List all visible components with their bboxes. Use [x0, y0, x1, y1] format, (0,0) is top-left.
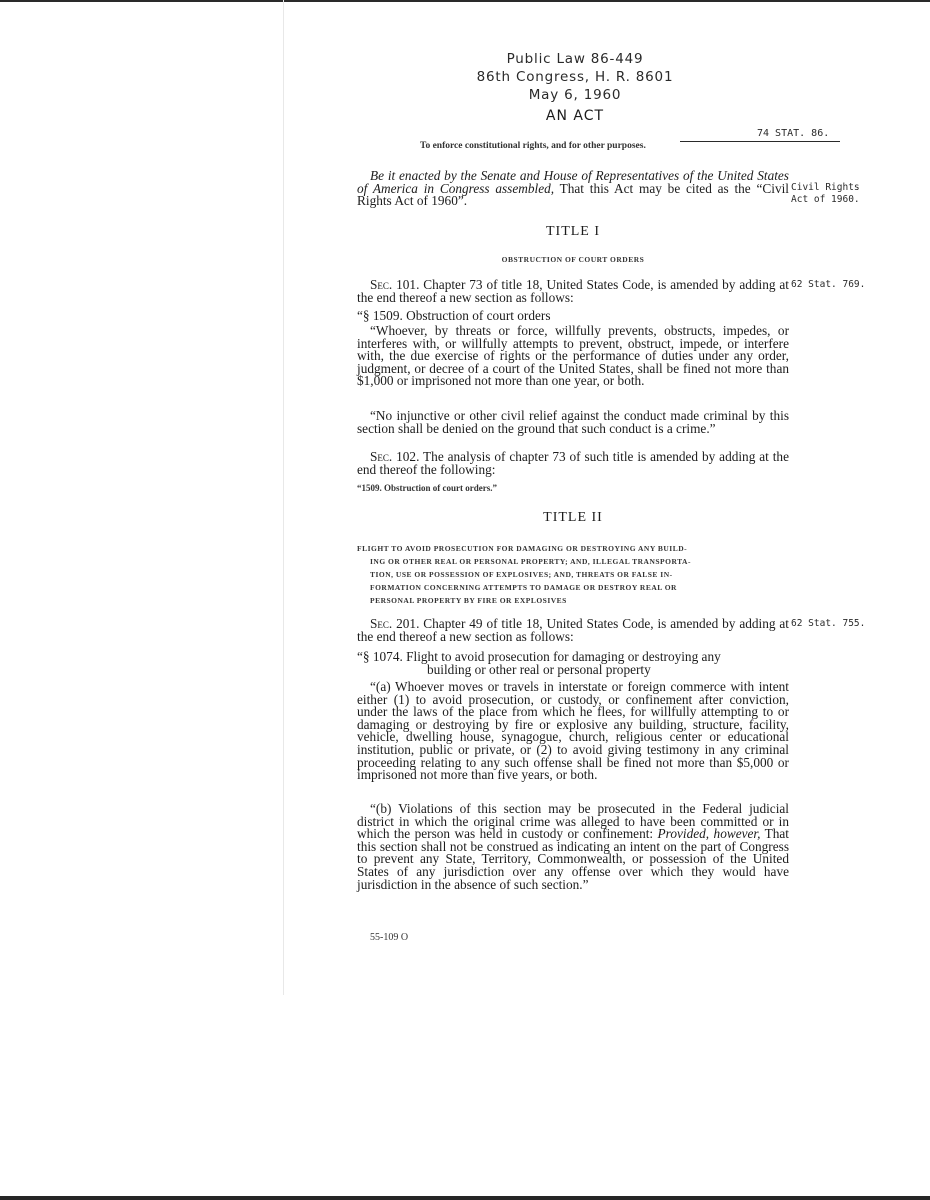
margin-note-line1: Civil Rights: [791, 182, 860, 193]
section-201: [357, 618, 789, 643]
section-1074-heading-line-2: building or other real or personal property: [427, 661, 651, 677]
section-1509-para-2: “No injunctive or other civil relief against the conduct made criminal by this section shall be denied on the ground that such conduct is a crime.”: [357, 408, 789, 436]
title-2: TITLE II: [543, 510, 603, 525]
title-2-heading: [357, 542, 789, 607]
section-101: [357, 279, 789, 304]
section-102: [357, 451, 789, 476]
analysis-line: “1509. Obstruction of court orders.”: [357, 483, 497, 493]
title-2-heading-line-1: FLIGHT TO AVOID PROSECUTION FOR DAMAGING OR DESTROYING ANY BUILD-: [357, 544, 688, 553]
title-1-heading: OBSTRUCTION OF COURT ORDERS: [501, 255, 645, 264]
para-b-start: “(b) Violations of this section may be prosecuted in the Federal judicial district in which the original crime was alleged to have been committed or in which the person was held in custody or confinement:: [357, 801, 789, 842]
margin-note-civil-rights: [791, 182, 860, 206]
scan-fold-line: [283, 0, 284, 995]
act-purpose: To enforce constitutional rights, and for other purposes.: [420, 141, 646, 151]
margin-note-62-stat-755: 62 Stat. 755.: [791, 618, 866, 629]
scan-bottom-edge: [0, 1196, 930, 1200]
section-1074-heading: [357, 651, 789, 676]
enacting-clause: [357, 170, 789, 208]
sec-102-label: Sec.: [370, 449, 393, 464]
title-2-heading-line-2: ING OR OTHER REAL OR PERSONAL PROPERTY; AND, ILLEGAL TRANSPORTA-: [370, 557, 691, 566]
law-date: May 6, 1960: [528, 87, 622, 103]
sec-201-text: 201. Chapter 49 of title 18, United States Code, is amended by adding at the end thereof a new section as follows:: [357, 616, 789, 644]
title-2-heading-line-5: PERSONAL PROPERTY BY FIRE OR EXPLOSIVES: [370, 596, 567, 605]
act-title: AN ACT: [545, 108, 605, 124]
title-2-heading-line-4: FORMATION CONCERNING ATTEMPTS TO DAMAGE OR DESTROY REAL OR: [370, 583, 677, 592]
enacting-italic: Be it enacted by the Senate and House of Representatives of the United States of America in Congress assembled,: [357, 168, 789, 196]
stat-reference: 74 STAT. 86.: [757, 128, 830, 139]
enacting-text: That this Act may be cited as the “Civil Rights Act of 1960”.: [357, 180, 789, 209]
sec-101-label: Sec.: [370, 277, 393, 292]
print-job-code: 55-109 O: [370, 932, 409, 943]
section-1074-para-a: “(a) Whoever moves or travels in interstate or foreign commerce with intent either (1) to avoid prosecution, or custody, or confinement after conviction, under the laws of the place from which he flees, for willfully attempting to or damaging or destroying by fire or explosive any building, structure, facility, vehicle, dwelling house, synagogue, church, religious center or educational institution, public or private, or (2) to avoid giving testimony in any criminal proceeding relating to any such offense shall be fined not more than $5,000 or imprisoned not more than five years, or both.: [357, 679, 789, 783]
sec-101-text: 101. Chapter 73 of title 18, United States Code, is amended by adding at the end thereof a new section as follows:: [357, 277, 789, 305]
para-b-end: That this section shall not be construed as indicating an intent on the part of Congress to prevent any State, Territory, Commonwealth, or possession of the United States of any jurisdiction over any offense over which they would have jurisdiction in the absence of such section.”: [357, 826, 790, 892]
section-1074-para-b: [357, 803, 789, 891]
sec-201-label: Sec.: [370, 616, 393, 631]
stat-rule: [680, 141, 840, 142]
margin-note-62-stat-769: 62 Stat. 769.: [791, 279, 866, 290]
title-1: TITLE I: [545, 224, 601, 239]
section-1074-heading-line-1: “§ 1074. Flight to avoid prosecution for damaging or destroying any: [357, 649, 721, 664]
para-b-proviso: Provided, however,: [657, 826, 761, 842]
margin-note-line2: Act of 1960.: [791, 194, 860, 205]
section-1509-heading: “§ 1509. Obstruction of court orders: [357, 308, 551, 323]
scan-top-edge: [0, 0, 930, 2]
congress-bill: 86th Congress, H. R. 8601: [476, 69, 674, 85]
title-2-heading-line-3: TION, USE OR POSSESSION OF EXPLOSIVES; AND, THREATS OR FALSE IN-: [370, 570, 673, 579]
sec-102-text: 102. The analysis of chapter 73 of such title is amended by adding at the end thereof the following:: [357, 449, 789, 477]
section-1509-para-1: “Whoever, by threats or force, willfully prevents, obstructs, impedes, or interferes with, or willfully attempts to prevent, obstruct, impede, or interfere with, the due exercise of rights or the performance of duties under any order, judgment, or decree of a court of the United States, shall be fined not more than $1,000 or imprisoned not more than one year, or both.: [357, 323, 789, 389]
public-law-number: Public Law 86-449: [506, 51, 644, 67]
law-header: [360, 50, 790, 104]
